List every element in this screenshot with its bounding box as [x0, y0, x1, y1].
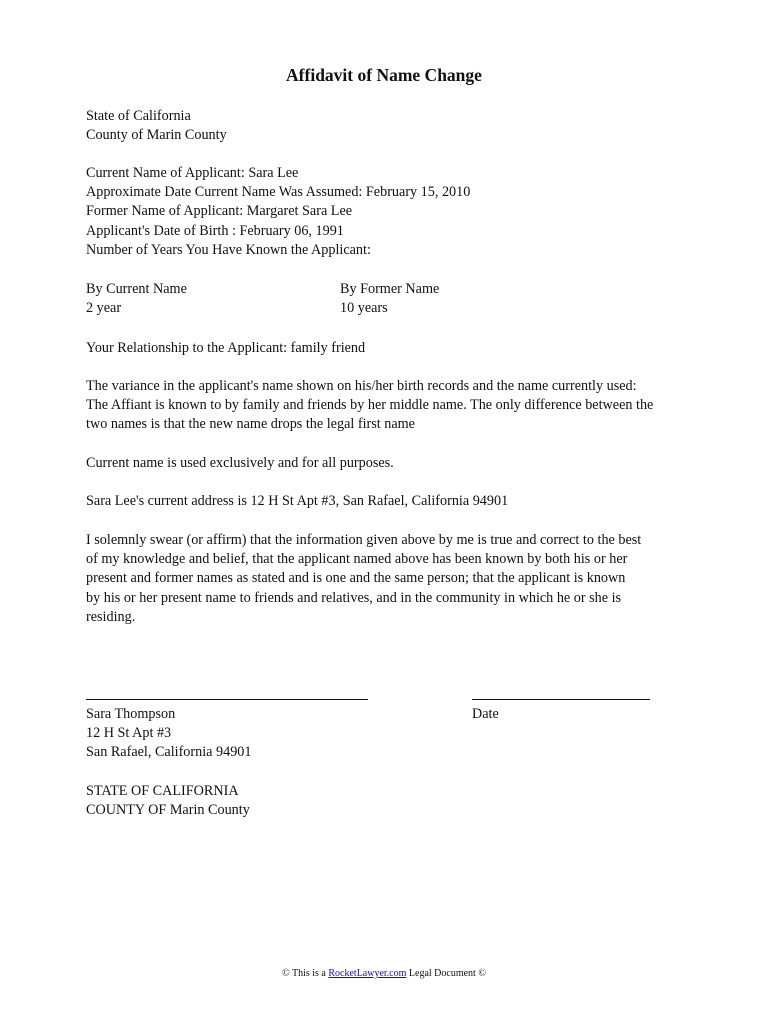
years-former-value: 10 years — [340, 300, 388, 317]
field-date-assumed: Approximate Date Current Name Was Assumed: February 15, 2010 — [86, 184, 471, 201]
footer-prefix: © This is a — [282, 968, 329, 979]
variance-line: The variance in the applicant's name shown on his/her birth records and the name currently used: — [86, 378, 637, 394]
applicant-fields — [86, 164, 686, 260]
oath-paragraph — [86, 531, 686, 627]
notary-state: STATE OF CALIFORNIA — [86, 783, 239, 799]
notary-county: COUNTY OF Marin County — [86, 802, 250, 819]
usage-statement: Current name is used exclusively and for all purposes. — [86, 455, 394, 471]
variance-paragraph — [86, 377, 686, 435]
signature-line — [86, 699, 368, 700]
field-date-of-birth: Applicant's Date of Birth : February 06, 1991 — [86, 222, 344, 239]
notary-block — [86, 782, 686, 820]
oath-line: present and former names as stated and is one and the same person; that the applicant is known — [86, 570, 626, 587]
signer-name: Sara Thompson — [86, 706, 176, 722]
signer-address-line-2: San Rafael, California 94901 — [86, 744, 252, 761]
signer-address-line-1: 12 H St Apt #3 — [86, 725, 172, 742]
jurisdiction-block — [86, 107, 686, 145]
date-label: Date — [472, 706, 499, 722]
footer-suffix: Legal Document © — [406, 968, 486, 979]
oath-line: I solemnly swear (or affirm) that the information given above by me is true and correct to the best — [86, 532, 642, 548]
variance-line: The Affiant is known to by family and friends by her middle name. The only difference between the — [86, 397, 654, 414]
oath-line: by his or her present name to friends and relatives, and in the community in which he or she is — [86, 589, 622, 606]
years-former-label: By Former Name — [340, 281, 440, 297]
signer-block — [86, 705, 386, 763]
years-current-label: By Current Name — [86, 281, 187, 297]
oath-line: residing. — [86, 608, 136, 625]
years-current-column — [86, 280, 326, 318]
years-former-column — [340, 280, 439, 318]
field-current-name: Current Name of Applicant: Sara Lee — [86, 165, 299, 181]
state-line: State of California — [86, 108, 191, 124]
relationship-line: Your Relationship to the Applicant: family friend — [86, 340, 366, 356]
oath-line: of my knowledge and belief, that the applicant named above has been known by both his or her — [86, 551, 628, 568]
variance-line: two names is that the new name drops the legal first name — [86, 416, 415, 433]
footer — [0, 967, 768, 981]
field-former-name: Former Name of Applicant: Margaret Sara Lee — [86, 203, 353, 220]
county-line: County of Marin County — [86, 127, 227, 144]
field-years-known: Number of Years You Have Known the Applicant: — [86, 241, 371, 258]
years-current-value: 2 year — [86, 300, 122, 317]
date-line — [472, 699, 650, 700]
document-title: Affidavit of Name Change — [286, 65, 482, 85]
rocketlawyer-link[interactable]: RocketLawyer.com — [328, 968, 407, 979]
address-statement: Sara Lee's current address is 12 H St Apt #3, San Rafael, California 94901 — [86, 493, 509, 509]
